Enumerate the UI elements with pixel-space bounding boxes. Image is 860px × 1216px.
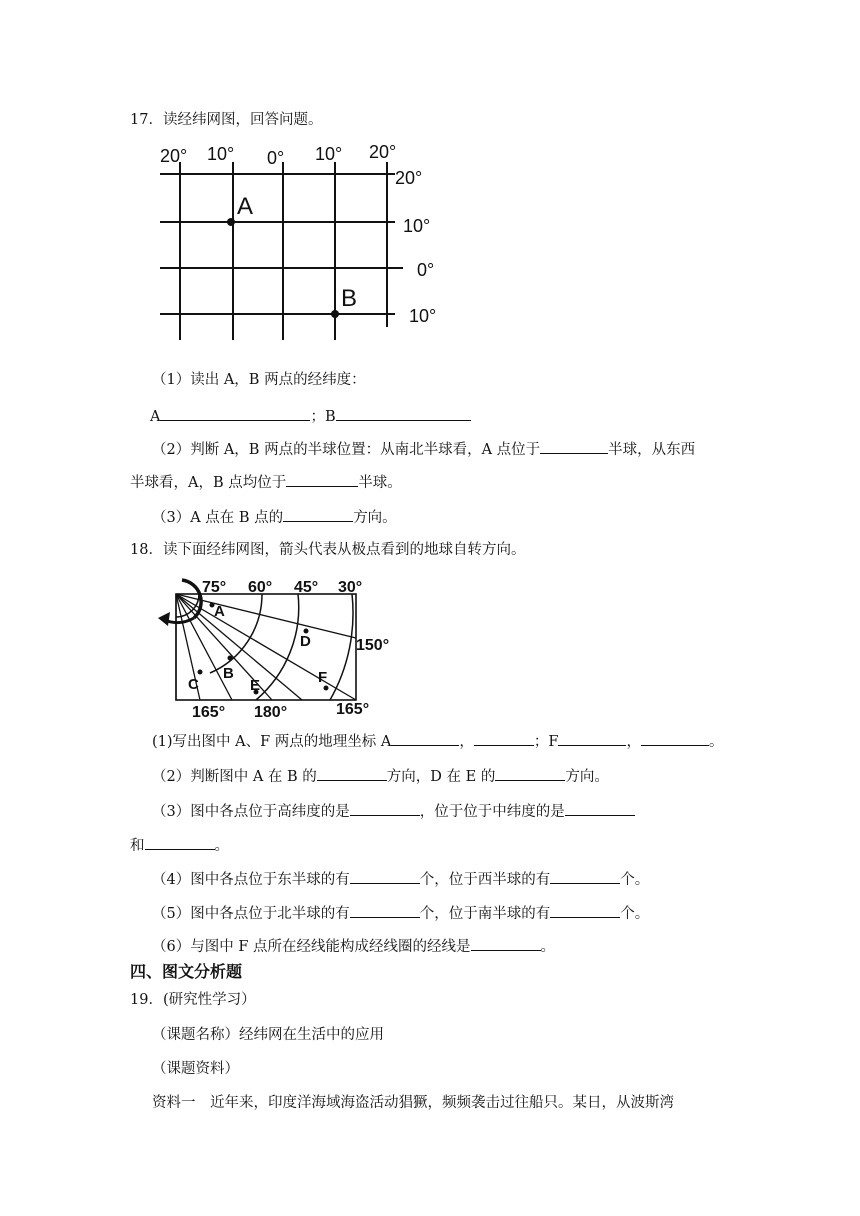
q18-bottom-label: 180°	[254, 704, 288, 721]
q17-p2-line1	[152, 439, 695, 460]
q17-top-label: 10°	[207, 144, 235, 164]
q19-topic-material: （课题资料）	[152, 1061, 239, 1077]
q17-p3	[152, 507, 397, 528]
q18-p4-text: 个。	[620, 872, 650, 888]
q18-p2	[152, 766, 609, 787]
q18-p2-blank-2[interactable]	[495, 766, 565, 781]
q18-p1-text: ，	[459, 734, 474, 750]
q18-p4	[152, 869, 649, 890]
q18-p3-line2	[130, 835, 229, 856]
q18-p5-blank-1[interactable]	[350, 903, 420, 918]
q17-p2-text: 半球，从东西	[608, 442, 696, 458]
q17-p3-text: （3）A 点在 B 点的	[152, 510, 284, 526]
q19-topic-name: （课题名称）经纬网在生活中的应用	[152, 1027, 384, 1043]
q17-p1: （1）读出 A，B 两点的经纬度：	[152, 372, 366, 388]
q18-p1-text: ，	[626, 734, 641, 750]
q17-p2-blank-2[interactable]	[286, 472, 358, 487]
q18-p5-text: （5）图中各点位于北半球的有	[152, 906, 350, 922]
q18-p4-text: 个，位于西半球的有	[419, 872, 551, 888]
q17-stem: 17．读经纬网图，回答问题。	[130, 112, 323, 128]
q17-right-label: 20°	[395, 168, 423, 188]
q17-p2-text: 半球。	[358, 475, 402, 491]
q18-p1-text: ；F	[533, 734, 559, 750]
q18-point-b-label: B	[223, 665, 234, 682]
q18-p6-text: 。	[540, 939, 556, 955]
q18-p1	[152, 731, 723, 752]
q17-point-b-label: B	[341, 285, 358, 312]
q18-p1-text: 。	[708, 734, 724, 750]
q18-p6-blank[interactable]	[471, 936, 541, 951]
q18-p3-text: （3）图中各点位于高纬度的是	[152, 804, 350, 820]
section-heading: 四、图文分析题	[130, 962, 243, 981]
q18-p3-text: 。	[214, 838, 229, 854]
q18-p1-blank-f-lon[interactable]	[558, 731, 626, 746]
q18-p5-text: 个。	[620, 906, 650, 922]
q18-point-d-label: D	[300, 633, 311, 650]
q17-right-label: 0°	[417, 260, 435, 280]
q18-p5	[152, 903, 649, 924]
q18-p3-text: 和	[130, 838, 145, 854]
q17-point-a-dot	[227, 218, 235, 226]
q18-p3-blank-3[interactable]	[145, 835, 215, 850]
q18-stem: 18．读下面经纬网图，箭头代表从极点看到的地球自转方向。	[130, 542, 526, 558]
q17-p1-b-blank[interactable]	[336, 406, 471, 421]
q18-p3-text: ，位于位于中纬度的是	[419, 804, 565, 820]
q18-p1-blank-a-lon[interactable]	[391, 731, 459, 746]
q18-p6	[152, 936, 555, 957]
q17-top-label: 10°	[315, 144, 343, 164]
q17-right-label: 10°	[409, 306, 437, 326]
q18-p2-text: 方向。	[565, 769, 609, 785]
q18-p2-text: 方向，D 在 E 的	[386, 769, 496, 785]
q17-top-label: 0°	[267, 148, 285, 168]
q17-p1-a-blank[interactable]	[160, 406, 310, 421]
q18-p4-blank-2[interactable]	[550, 869, 620, 884]
q18-point-c-dot	[198, 670, 203, 675]
q18-p3-blank-1[interactable]	[350, 801, 420, 816]
q18-p4-blank-1[interactable]	[350, 869, 420, 884]
q17-point-a-label: A	[237, 193, 254, 220]
q18-bottom-label: 165°	[336, 701, 370, 718]
q18-lat-label: 30°	[338, 579, 363, 596]
q18-graticule-map	[152, 572, 412, 722]
q18-point-f-label: F	[318, 669, 328, 686]
q18-point-b-dot	[228, 656, 233, 661]
q17-p1-a-label: A	[150, 409, 161, 425]
q17-p2-text: （2）判断 A，B 两点的半球位置：从南北半球看，A 点位于	[152, 442, 541, 458]
q18-p3-line1	[152, 801, 635, 822]
q18-lat-label: 75°	[202, 579, 227, 596]
q18-p3-blank-2[interactable]	[565, 801, 635, 816]
q18-point-a-label: A	[214, 603, 225, 620]
q19-stem: 19．(研究性学习）	[130, 992, 256, 1008]
q18-p1-text: (1)写出图中 A、F 两点的地理坐标 A	[152, 734, 392, 750]
q17-top-label: 20°	[369, 142, 397, 162]
q18-lat-label: 60°	[248, 579, 273, 596]
q17-p1-sep: ；B	[310, 409, 336, 425]
q18-p5-blank-2[interactable]	[550, 903, 620, 918]
q18-point-c-label: C	[188, 676, 199, 693]
q18-point-f-dot	[324, 686, 329, 691]
q18-p2-text: （2）判断图中 A 在 B 的	[152, 769, 317, 785]
q17-point-b-dot	[331, 310, 339, 318]
q18-point-e-label: E	[250, 677, 261, 694]
q18-lon-label-right: 150°	[356, 637, 390, 654]
q17-p3-blank[interactable]	[283, 507, 353, 522]
q17-right-label: 10°	[403, 216, 431, 236]
q18-lat-label: 45°	[294, 579, 319, 596]
q18-p1-blank-f-lat[interactable]	[641, 731, 709, 746]
q17-p2-blank-1[interactable]	[540, 439, 608, 454]
q18-p2-blank-1[interactable]	[317, 766, 387, 781]
q18-p6-text: （6）与图中 F 点所在经线能构成经线圈的经线是	[152, 939, 471, 955]
q17-p1-answer-line	[150, 406, 471, 427]
q18-p1-blank-a-lat[interactable]	[474, 731, 534, 746]
q17-graticule-map	[155, 142, 455, 342]
q17-p3-text: 方向。	[353, 510, 397, 526]
q17-p2-text: 半球看，A，B 点均位于	[130, 475, 287, 491]
q17-top-label: 20°	[160, 146, 188, 166]
q19-material-1: 资料一 近年来，印度洋海域海盗活动猖獗，频频袭击过往船只。某日，从波斯湾	[152, 1095, 674, 1111]
q17-p2-line2	[130, 472, 402, 493]
q18-bottom-label: 165°	[192, 704, 226, 721]
q18-p5-text: 个，位于南半球的有	[419, 906, 551, 922]
q18-p4-text: （4）图中各点位于东半球的有	[152, 872, 350, 888]
